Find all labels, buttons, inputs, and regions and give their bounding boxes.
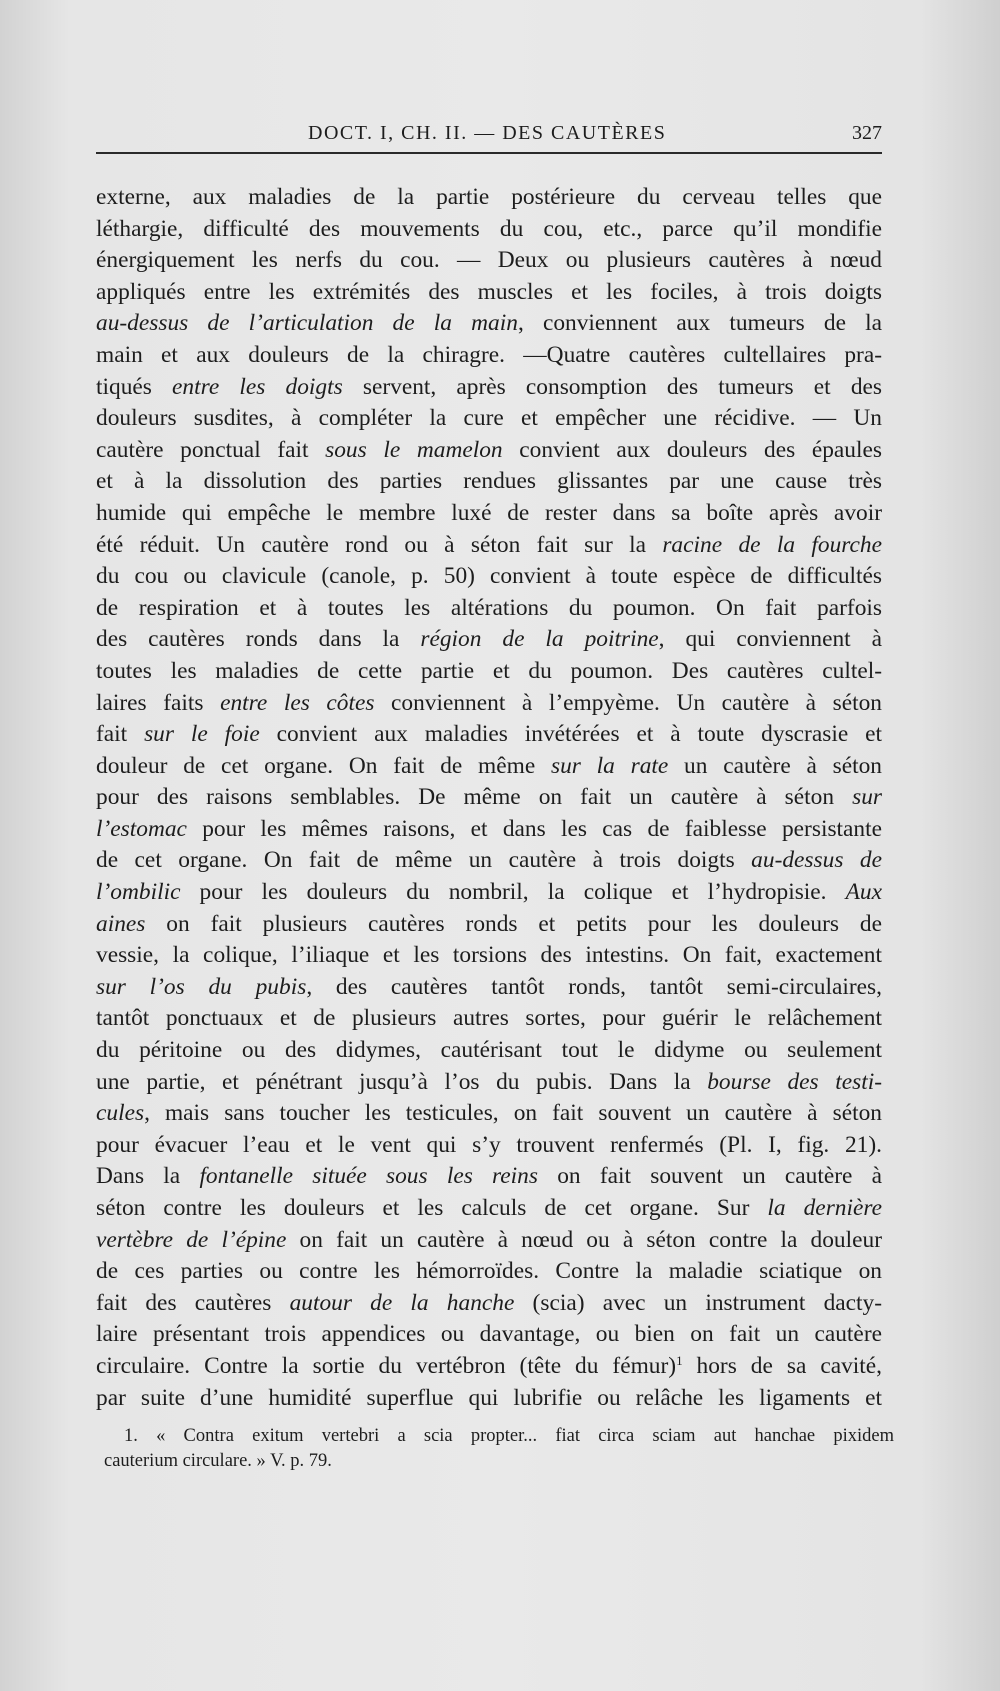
text-line — [96, 1003, 882, 1035]
text-segment: du cou ou clavicule (canole, p. 50) convient à toute espèce de difficultés — [96, 563, 882, 590]
text-segment: léthargie, difficulté des mouvements du cou, etc., parce qu’il mondifie — [96, 215, 882, 242]
text-segment: séton contre les douleurs et les calculs de cet organe. Sur — [96, 1195, 768, 1221]
italic-segment: au-dessus de — [751, 847, 882, 874]
running-header — [96, 118, 882, 154]
text-segment: Dans la — [96, 1163, 200, 1190]
text-line — [96, 1383, 882, 1415]
text-segment: fait — [96, 721, 145, 748]
text-segment: des cautères ronds dans la — [96, 626, 421, 653]
text-segment: , des cautères tantôt ronds, tantôt semi-circulaires, — [306, 973, 883, 1000]
text-segment: de ces parties ou contre les hémorroïdes. Contre la maladie sciatique on — [96, 1258, 882, 1285]
italic-segment: sur — [852, 784, 882, 811]
italic-segment: bourse des testi- — [707, 1068, 882, 1095]
text-line — [96, 656, 882, 688]
text-line — [96, 498, 882, 530]
running-title: DOCT. I, CH. II. — DES CAUTÈRES — [308, 122, 667, 144]
text-segment: pour les mêmes raisons, et dans les cas de faiblesse persistante — [186, 815, 882, 842]
text-line — [96, 782, 882, 814]
text-segment: convient aux douleurs des épaules — [502, 436, 882, 463]
footnote-line: 1. « Contra exitum vertebri a scia propter... fiat circa sciam aut hanchae pixidem — [124, 1426, 894, 1446]
text-segment: externe, aux maladies de la partie postérieure du cerveau telles que — [96, 184, 882, 210]
text-line — [96, 1256, 882, 1288]
text-line — [96, 1130, 882, 1162]
text-segment: on fait souvent un cautère à — [537, 1163, 883, 1190]
text-segment: servent, après consomption des tumeurs et des — [342, 373, 882, 400]
italic-segment: au-dessus de l’articulation de la main — [96, 310, 518, 337]
text-line — [96, 561, 882, 593]
italic-segment: sur l’os du pubis — [96, 973, 307, 1000]
text-line — [96, 1351, 882, 1383]
text-segment: laires faits — [96, 689, 221, 716]
text-line — [96, 909, 882, 941]
footnote-marker: 1 — [676, 1352, 683, 1368]
italic-segment: vertèbre de l’épine — [96, 1226, 287, 1253]
italic-segment: l’ombilic — [96, 879, 181, 906]
text-line — [96, 277, 882, 309]
text-segment: été réduit. Un cautère rond ou à séton fait sur la — [96, 531, 663, 558]
text-line — [96, 751, 882, 783]
text-line — [96, 435, 882, 467]
text-line — [96, 1288, 882, 1320]
text-segment: appliqués entre les extrémités des muscles et les fociles, à trois doigts — [96, 278, 882, 305]
text-segment: douleur de cet organe. On fait de même — [96, 752, 551, 779]
text-line — [96, 1193, 882, 1225]
footnote-line: cauterium circulare. » V. p. 79. — [104, 1451, 332, 1471]
italic-segment: la dernière — [767, 1195, 882, 1221]
text-line — [96, 403, 882, 435]
text-line — [96, 1098, 882, 1130]
text-line — [96, 719, 882, 751]
footnotes — [104, 1424, 894, 1474]
text-segment: (scia) avec un instrument dacty- — [514, 1289, 883, 1316]
text-line — [96, 182, 882, 214]
text-segment: de cet organe. On fait de même un cautère à trois doigts — [96, 847, 752, 874]
text-line — [96, 877, 882, 909]
text-segment: tiqués — [96, 373, 173, 400]
text-segment: on fait plusieurs cautères ronds et petits pour les douleurs de — [145, 910, 882, 937]
text-line — [96, 688, 882, 720]
text-segment: du péritoine ou des didymes, cautérisant tout le didyme ou seulement — [96, 1037, 882, 1064]
italic-segment: sous le mamelon — [325, 436, 503, 463]
text-line — [96, 814, 882, 846]
text-line — [96, 466, 882, 498]
body-text — [96, 182, 882, 1414]
page-number: 327 — [852, 122, 882, 144]
text-line — [96, 372, 882, 404]
italic-segment: aines — [96, 910, 146, 937]
text-line — [96, 940, 882, 972]
text-line — [96, 530, 882, 562]
text-segment: et à la dissolution des parties rendues glissantes par une cause très — [96, 468, 882, 495]
text-segment: main et aux douleurs de la chiragre. —Quatre cautères cultellaires pra- — [96, 341, 882, 368]
text-line — [96, 593, 882, 625]
italic-segment: sur le foie — [144, 721, 260, 748]
text-line — [96, 972, 882, 1004]
text-segment: convient aux maladies invétérées et à toute dyscrasie et — [259, 721, 882, 748]
italic-segment: Aux — [845, 879, 882, 906]
text-line — [96, 1035, 882, 1067]
text-segment: de respiration et à toutes les altérations du poumon. On fait parfois — [96, 594, 882, 621]
text-line — [96, 1161, 882, 1193]
italic-segment: fontanelle située sous les reins — [199, 1163, 538, 1190]
text-segment: , mais sans toucher les testicules, on fait souvent un cautère à séton — [144, 1100, 882, 1127]
text-line — [96, 1225, 882, 1257]
italic-segment: entre les côtes — [220, 689, 375, 716]
text-segment: pour les douleurs du nombril, la colique et l’hydropisie. — [180, 879, 846, 906]
italic-segment: autour de la hanche — [289, 1289, 515, 1316]
text-segment: toutes les maladies de cette partie et du poumon. Des cautères cultel- — [96, 657, 882, 684]
text-line — [96, 245, 882, 277]
italic-segment: région de la poitrine — [420, 626, 659, 653]
text-segment: , conviennent aux tumeurs de la — [517, 310, 882, 337]
text-segment: fait des cautères — [96, 1289, 290, 1316]
text-segment: une partie, et pénétrant jusqu’à l’os du pubis. Dans la — [96, 1068, 708, 1095]
text-segment: humide qui empêche le membre luxé de rester dans sa boîte après avoir — [96, 499, 882, 526]
text-segment: laire présentant trois appendices ou davantage, ou bien on fait un cautère — [96, 1321, 882, 1348]
text-segment: tantôt ponctuaux et de plusieurs autres sortes, pour guérir le relâchement — [96, 1005, 882, 1032]
text-line — [96, 1067, 882, 1099]
text-segment: par suite d’une humidité superflue qui lubrifie ou relâche les ligaments et — [96, 1384, 882, 1411]
text-segment: pour des raisons semblables. De même on fait un cautère à séton — [96, 784, 853, 811]
italic-segment: l’estomac — [96, 815, 187, 842]
text-segment: un cautère à séton — [668, 752, 882, 779]
italic-segment: cules — [96, 1100, 145, 1127]
text-line — [96, 308, 882, 340]
text-segment: cautère ponctual fait — [96, 436, 326, 463]
text-segment: hors de sa cavité, — [682, 1352, 882, 1379]
text-line — [96, 845, 882, 877]
italic-segment: sur la rate — [550, 752, 669, 779]
text-segment: , qui conviennent à — [658, 626, 883, 653]
text-line — [96, 340, 882, 372]
text-segment: énergiquement les nerfs du cou. — Deux ou plusieurs cautères à nœud — [96, 247, 882, 274]
text-line — [96, 624, 882, 656]
text-line — [96, 214, 882, 246]
text-segment: on fait un cautère à nœud ou à séton contre la douleur — [286, 1226, 882, 1253]
text-segment: douleurs susdites, à compléter la cure et empêcher une récidive. — Un — [96, 405, 882, 432]
text-segment: vessie, la colique, l’iliaque et les torsions des intestins. On fait, exactement — [96, 942, 882, 969]
text-segment: circulaire. Contre la sortie du vertébron (tête du fémur) — [96, 1352, 677, 1379]
text-line — [96, 1319, 882, 1351]
italic-segment: racine de la fourche — [662, 531, 883, 558]
italic-segment: entre les doigts — [172, 373, 343, 400]
text-segment: pour évacuer l’eau et le vent qui s’y trouvent renfermés (Pl. I, fig. 21). — [96, 1131, 882, 1158]
text-segment: conviennent à l’empyème. Un cautère à séton — [374, 689, 883, 716]
